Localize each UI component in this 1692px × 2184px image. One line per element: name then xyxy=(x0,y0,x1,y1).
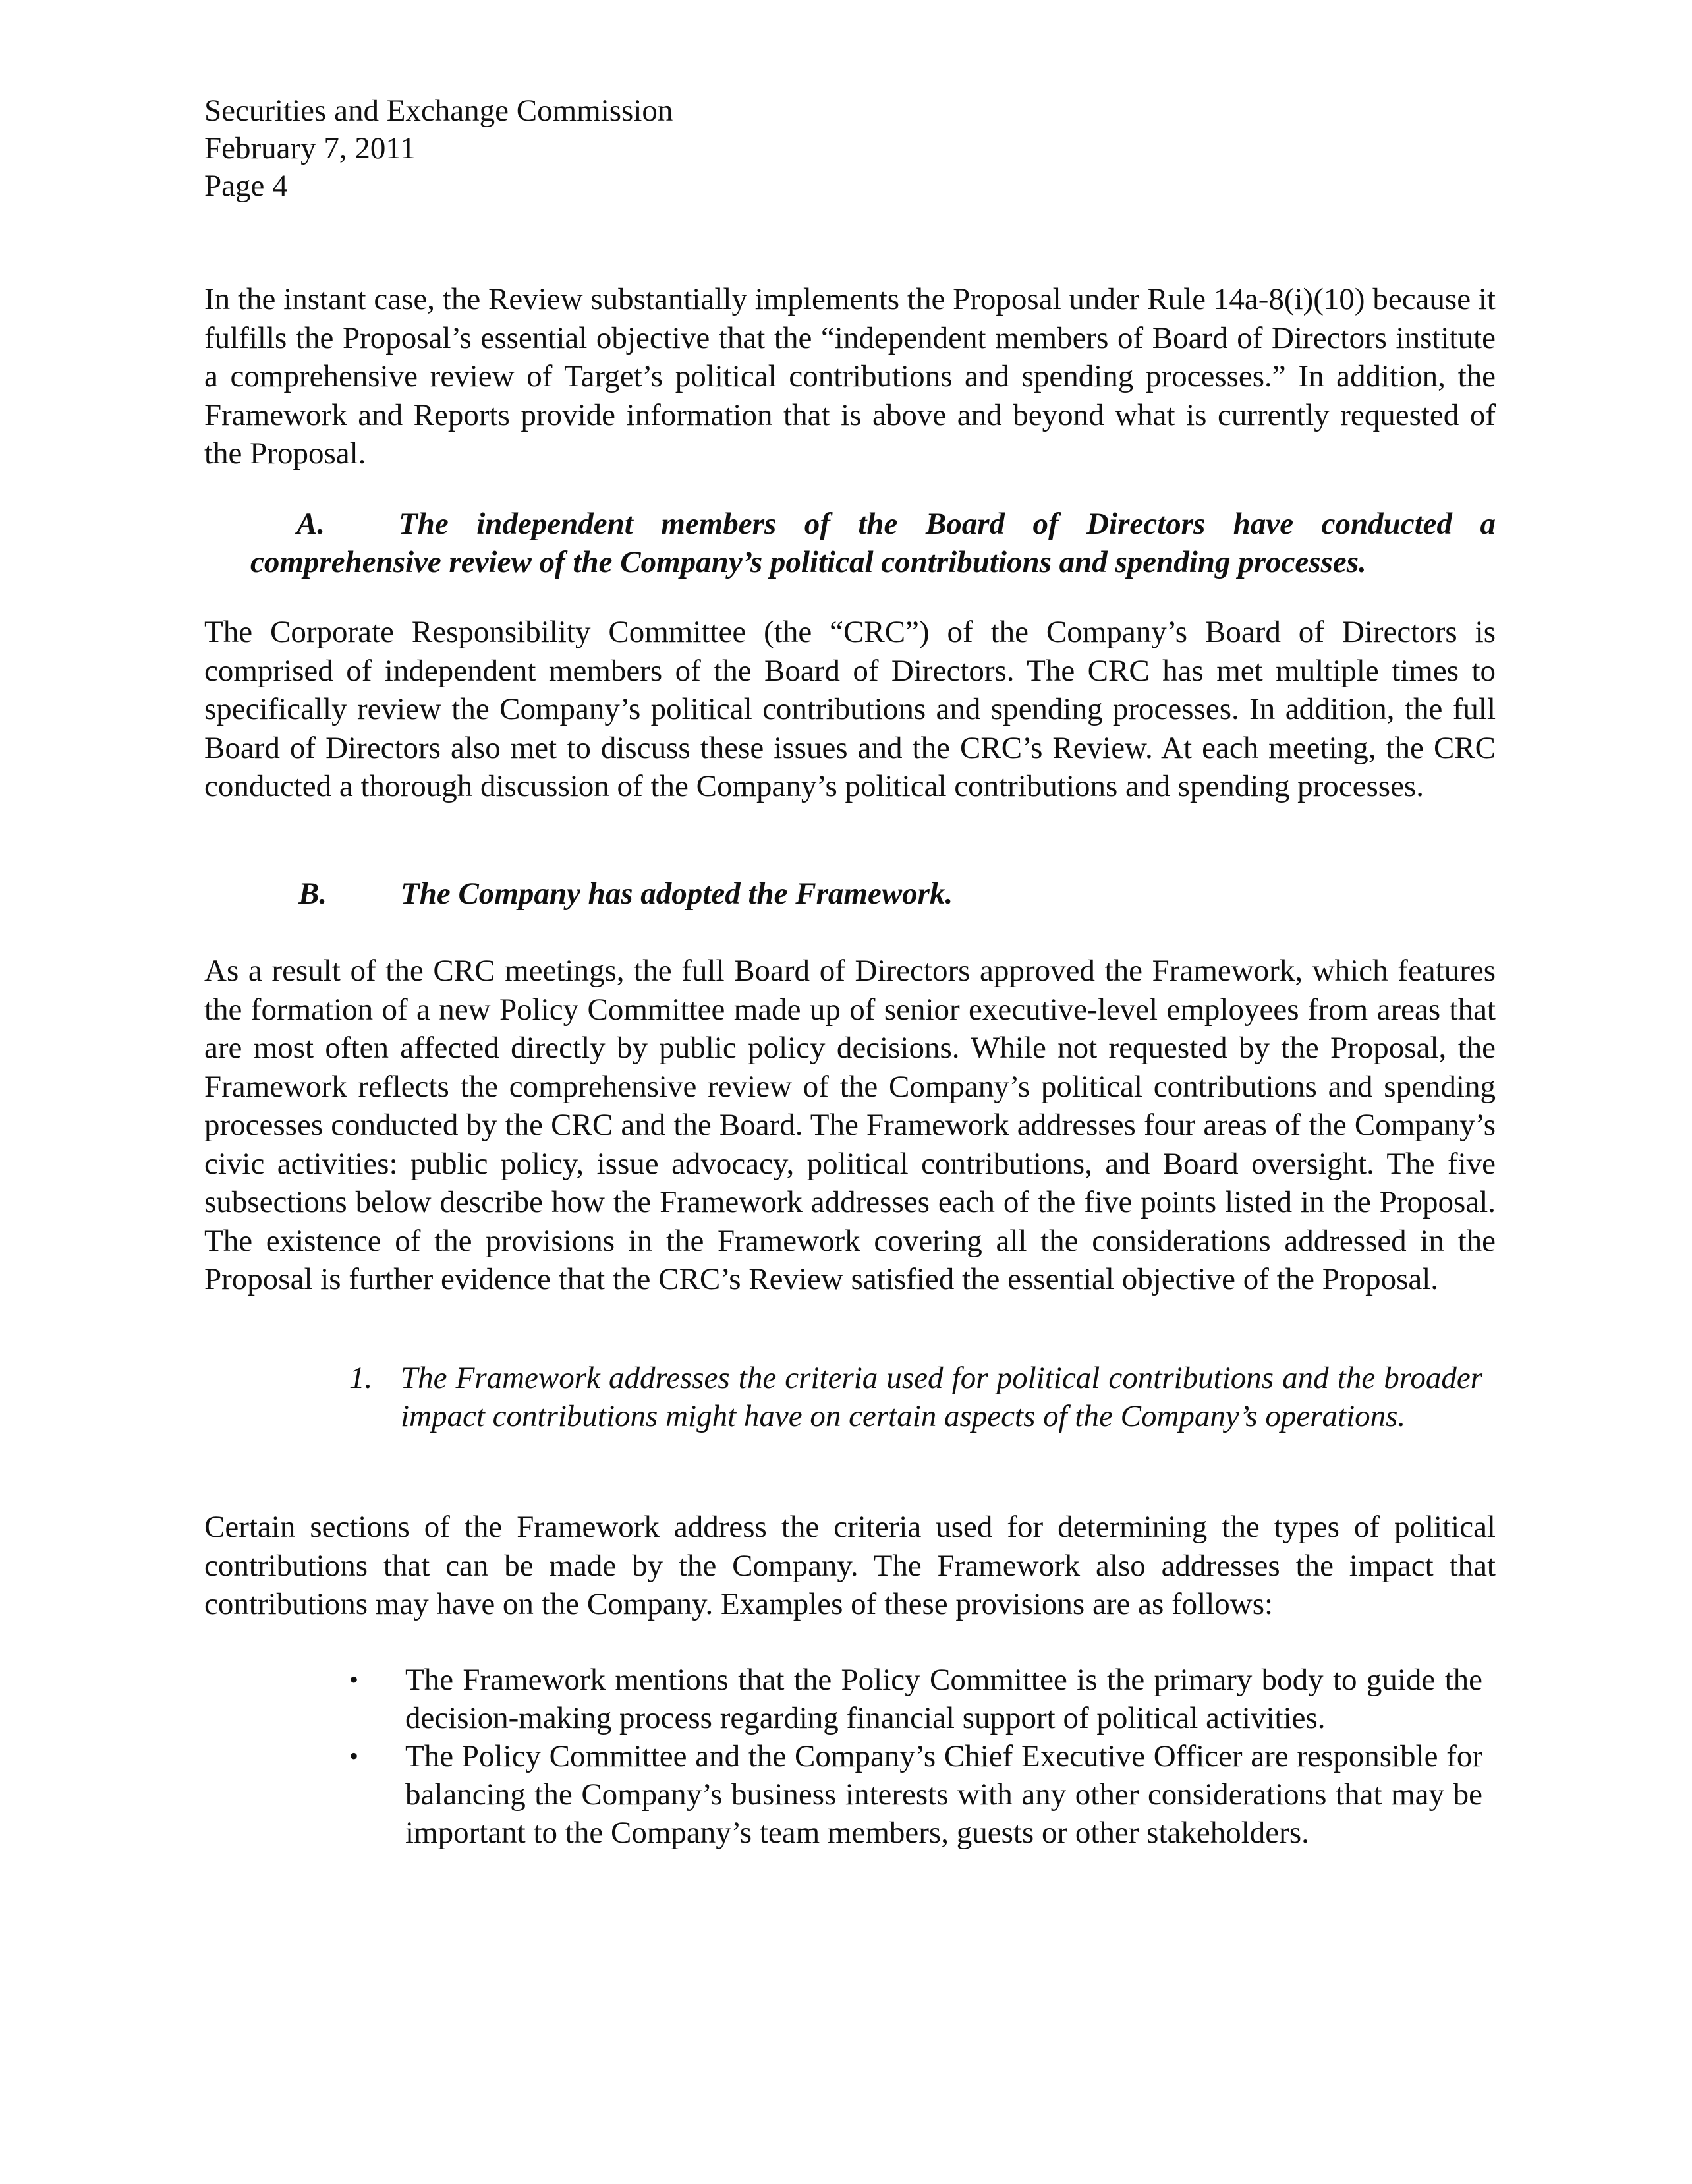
section-b-title: The Company has adopted the Framework. xyxy=(401,876,953,911)
page-number-line: Page 4 xyxy=(204,169,288,203)
letter-header xyxy=(204,92,1496,205)
section-b-heading xyxy=(204,875,1590,913)
list-item xyxy=(349,1737,1482,1852)
section-a-paragraph: The Corporate Responsibility Committee (the “CRC”) of the Company’s Board of Directors is comprised of independent members of the Board of Directors. The CRC has met multiple times to specifically review the Company’s political contributions and spending processes. In addition, the full Board of Directors also met to discuss these issues and the CRC’s Review. At each meeting, the CRC conducted a thorough discussion of the Company’s political contributions and spending processes. xyxy=(204,615,1496,803)
section-a-title-part-1: The independent members of the Board of Directors have conducted a xyxy=(399,507,1496,541)
bullet-text: The Policy Committee and the Company’s Chief Executive Officer are responsible for balancing the Company’s business interests with any other considerations that may be important to the Company’s team members, guests or other stakeholders. xyxy=(405,1739,1482,1850)
intro-paragraph: In the instant case, the Review substantially implements the Proposal under Rule 14a-8(i)(10) because it fulfills the Proposal’s essential objective that the “independent members of Board of Directors institute a comprehensive review of Target’s political contributions and spending processes.” In addition, the Framework and Reports provide information that is above and beyond what is currently requested of the Proposal. xyxy=(204,282,1496,471)
section-a-title-part-2: comprehensive review of the Company’s political contributions and spending processes. xyxy=(250,545,1367,579)
date-line: February 7, 2011 xyxy=(204,131,416,165)
subsection-1-number: 1. xyxy=(349,1361,373,1395)
subsection-1-paragraph: Certain sections of the Framework address the criteria used for determining the types of political contributions that can be made by the Company. The Framework also addresses the impact that contributions may have on the Company. Examples of these provisions are as follows: xyxy=(204,1510,1496,1621)
list-item xyxy=(349,1661,1482,1737)
bullet-icon: • xyxy=(349,1665,359,1694)
provisions-bullet-list xyxy=(349,1661,1482,1852)
subsection-1-heading xyxy=(349,1359,1482,1435)
bullet-icon: • xyxy=(349,1741,359,1771)
section-b-paragraph: As a result of the CRC meetings, the full Board of Directors approved the Framework, which features the formation of a new Policy Committee made up of senior executive-level employees from areas that are most often affected directly by public policy decisions. While not requested by the Proposal, the Framework reflects the comprehensive review of the Company’s political contributions and spending processes conducted by the CRC and the Board. The Framework addresses four areas of the Company’s civic activities: public policy, issue advocacy, political contributions, and Board oversight. The five subsections below describe how the Framework addresses each of the five points listed in the Proposal. The existence of the provisions in the Framework covering all the considerations addressed in the Proposal is further evidence that the CRC’s Review satisfied the essential objective of the Proposal. xyxy=(204,954,1496,1296)
section-b-label: B. xyxy=(298,876,327,911)
section-a-heading-line-1 xyxy=(204,505,1496,543)
subsection-1-title: The Framework addresses the criteria used for political contributions and the broader impact contributions might have on certain aspects of the Company’s operations. xyxy=(401,1361,1482,1433)
section-a-heading xyxy=(204,505,1496,581)
recipient-line: Securities and Exchange Commission xyxy=(204,94,673,128)
section-a-label: A. xyxy=(296,507,325,541)
bullet-text: The Framework mentions that the Policy Committee is the primary body to guide the decision-making process regarding financial support of political activities. xyxy=(405,1663,1482,1735)
